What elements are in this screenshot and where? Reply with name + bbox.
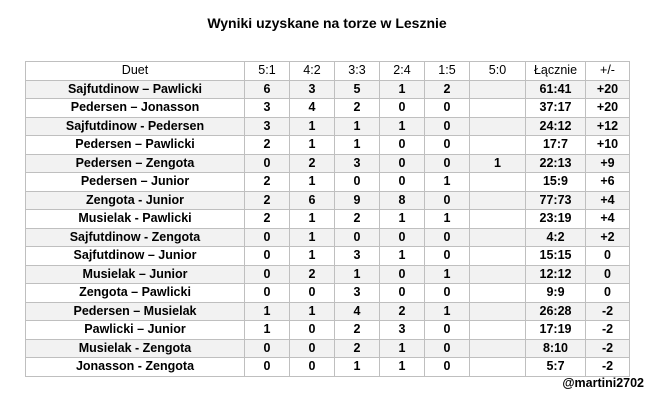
cell-duet: Jonasson - Zengota [26,358,245,377]
cell-2-4: 0 [380,154,425,173]
cell-4-2: 2 [290,154,335,173]
cell-5-1: 2 [245,191,290,210]
cell-total: 37:17 [526,99,586,118]
cell-total: 22:13 [526,154,586,173]
cell-5-0 [470,284,526,303]
cell-2-4: 3 [380,321,425,340]
cell-5-1: 6 [245,80,290,99]
cell-4-2: 0 [290,284,335,303]
cell-diff: +10 [586,136,630,155]
cell-2-4: 1 [380,358,425,377]
cell-5-0: 1 [470,154,526,173]
cell-3-3: 1 [335,117,380,136]
cell-total: 24:12 [526,117,586,136]
cell-duet: Sajfutdinow - Pedersen [26,117,245,136]
column-header-5-1: 5:1 [245,62,290,81]
cell-diff: -2 [586,321,630,340]
cell-5-0 [470,173,526,192]
cell-1-5: 1 [425,265,470,284]
cell-5-0 [470,136,526,155]
cell-1-5: 1 [425,210,470,229]
cell-4-2: 2 [290,265,335,284]
cell-3-3: 0 [335,173,380,192]
cell-diff: -2 [586,358,630,377]
cell-duet: Pedersen – Musielak [26,302,245,321]
cell-2-4: 1 [380,80,425,99]
cell-5-0 [470,358,526,377]
table-row [26,302,630,321]
cell-4-2: 6 [290,191,335,210]
cell-5-1: 0 [245,228,290,247]
cell-duet: Sajfutdinow - Zengota [26,228,245,247]
cell-4-2: 3 [290,80,335,99]
cell-5-1: 0 [245,265,290,284]
cell-total: 17:7 [526,136,586,155]
cell-3-3: 1 [335,136,380,155]
header-row [26,62,630,81]
cell-2-4: 1 [380,117,425,136]
cell-5-0 [470,302,526,321]
cell-3-3: 1 [335,358,380,377]
cell-diff: +20 [586,80,630,99]
cell-total: 15:9 [526,173,586,192]
cell-5-1: 0 [245,284,290,303]
cell-5-1: 0 [245,339,290,358]
cell-4-2: 1 [290,228,335,247]
cell-diff: +4 [586,191,630,210]
cell-4-2: 0 [290,321,335,340]
table-row [26,228,630,247]
cell-diff: +9 [586,154,630,173]
cell-3-3: 5 [335,80,380,99]
cell-1-5: 2 [425,80,470,99]
cell-3-3: 2 [335,99,380,118]
cell-1-5: 0 [425,228,470,247]
table-row [26,358,630,377]
cell-total: 77:73 [526,191,586,210]
cell-3-3: 3 [335,154,380,173]
cell-5-1: 2 [245,136,290,155]
cell-2-4: 8 [380,191,425,210]
cell-total: 15:15 [526,247,586,266]
cell-duet: Musielak - Zengota [26,339,245,358]
cell-total: 61:41 [526,80,586,99]
column-header-1-5: 1:5 [425,62,470,81]
cell-2-4: 1 [380,339,425,358]
cell-2-4: 1 [380,247,425,266]
column-header-duet: Duet [26,62,245,81]
cell-2-4: 2 [380,302,425,321]
cell-duet: Pedersen – Junior [26,173,245,192]
cell-1-5: 0 [425,339,470,358]
cell-3-3: 2 [335,321,380,340]
cell-duet: Zengota – Pawlicki [26,284,245,303]
cell-total: 4:2 [526,228,586,247]
cell-5-0 [470,99,526,118]
cell-1-5: 0 [425,154,470,173]
cell-diff: +12 [586,117,630,136]
cell-2-4: 1 [380,210,425,229]
table-row [26,99,630,118]
cell-4-2: 4 [290,99,335,118]
cell-4-2: 1 [290,302,335,321]
cell-duet: Pedersen – Jonasson [26,99,245,118]
column-header-4-2: 4:2 [290,62,335,81]
cell-3-3: 4 [335,302,380,321]
cell-duet: Sajfutdinow – Pawlicki [26,80,245,99]
cell-4-2: 1 [290,117,335,136]
cell-1-5: 1 [425,302,470,321]
cell-4-2: 0 [290,339,335,358]
table-row [26,247,630,266]
cell-diff: -2 [586,339,630,358]
table-row [26,117,630,136]
column-header-5-0: 5:0 [470,62,526,81]
cell-total: 9:9 [526,284,586,303]
cell-3-3: 9 [335,191,380,210]
table-row [26,173,630,192]
cell-3-3: 1 [335,265,380,284]
table-row [26,136,630,155]
cell-3-3: 3 [335,284,380,303]
cell-total: 12:12 [526,265,586,284]
cell-5-0 [470,210,526,229]
cell-total: 17:19 [526,321,586,340]
cell-5-0 [470,321,526,340]
table-row [26,154,630,173]
cell-5-1: 3 [245,99,290,118]
column-header-diff: +/- [586,62,630,81]
cell-2-4: 0 [380,99,425,118]
cell-duet: Pedersen – Zengota [26,154,245,173]
cell-1-5: 0 [425,191,470,210]
cell-1-5: 0 [425,284,470,303]
cell-5-1: 2 [245,210,290,229]
table-row [26,191,630,210]
cell-5-1: 1 [245,302,290,321]
cell-4-2: 0 [290,358,335,377]
cell-diff: +20 [586,99,630,118]
table-row [26,284,630,303]
cell-5-0 [470,117,526,136]
cell-total: 23:19 [526,210,586,229]
table-body [26,80,630,376]
results-table [25,61,630,377]
cell-5-1: 0 [245,247,290,266]
cell-4-2: 1 [290,210,335,229]
column-header-total: Łącznie [526,62,586,81]
cell-4-2: 1 [290,247,335,266]
cell-total: 26:28 [526,302,586,321]
cell-5-1: 3 [245,117,290,136]
cell-duet: Sajfutdinow – Junior [26,247,245,266]
cell-4-2: 1 [290,173,335,192]
cell-5-1: 0 [245,358,290,377]
cell-5-1: 2 [245,173,290,192]
cell-3-3: 2 [335,339,380,358]
cell-total: 5:7 [526,358,586,377]
cell-duet: Musielak - Pawlicki [26,210,245,229]
cell-diff: +4 [586,210,630,229]
cell-diff: +6 [586,173,630,192]
cell-duet: Pedersen – Pawlicki [26,136,245,155]
cell-diff: 0 [586,284,630,303]
column-header-2-4: 2:4 [380,62,425,81]
cell-5-1: 1 [245,321,290,340]
cell-1-5: 0 [425,99,470,118]
cell-5-0 [470,80,526,99]
table-row [26,265,630,284]
cell-5-0 [470,247,526,266]
cell-2-4: 0 [380,265,425,284]
cell-1-5: 0 [425,136,470,155]
cell-total: 8:10 [526,339,586,358]
cell-5-1: 0 [245,154,290,173]
table-title: Wyniki uzyskane na torze w Lesznie [207,15,447,31]
cell-1-5: 0 [425,117,470,136]
cell-diff: 0 [586,247,630,266]
cell-5-0 [470,191,526,210]
cell-diff: +2 [586,228,630,247]
author-credit: @martini2702 [562,376,644,390]
table-row [26,339,630,358]
cell-duet: Pawlicki – Junior [26,321,245,340]
cell-5-0 [470,265,526,284]
cell-diff: -2 [586,302,630,321]
cell-2-4: 0 [380,284,425,303]
cell-duet: Zengota - Junior [26,191,245,210]
cell-3-3: 3 [335,247,380,266]
cell-3-3: 0 [335,228,380,247]
cell-1-5: 0 [425,247,470,266]
table-row [26,210,630,229]
cell-1-5: 0 [425,358,470,377]
table-row [26,321,630,340]
column-header-3-3: 3:3 [335,62,380,81]
cell-duet: Musielak – Junior [26,265,245,284]
table-row [26,80,630,99]
cell-1-5: 0 [425,321,470,340]
cell-2-4: 0 [380,228,425,247]
cell-2-4: 0 [380,173,425,192]
cell-5-0 [470,339,526,358]
cell-diff: 0 [586,265,630,284]
cell-2-4: 0 [380,136,425,155]
cell-1-5: 1 [425,173,470,192]
cell-5-0 [470,228,526,247]
cell-3-3: 2 [335,210,380,229]
cell-4-2: 1 [290,136,335,155]
